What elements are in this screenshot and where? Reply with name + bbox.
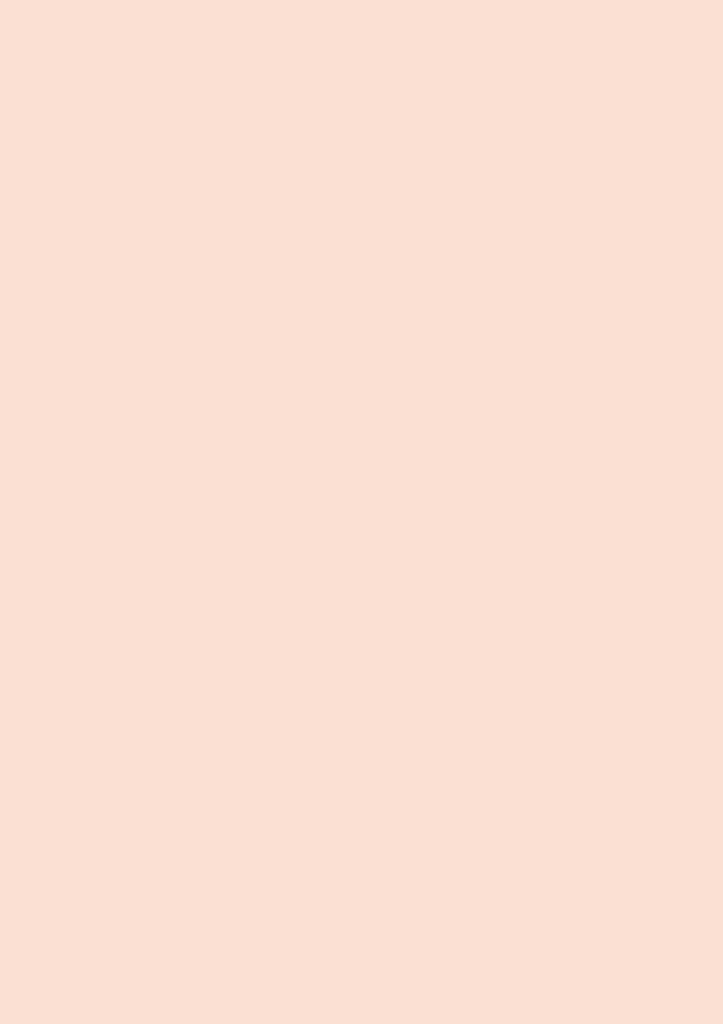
- ladybug-border-bottom: [0, 958, 723, 998]
- ladybug-border-left: [32, 0, 72, 1024]
- ladybug-border-right: [664, 0, 704, 1024]
- daily-schedule-table: [77, 67, 663, 938]
- ladybug-border-top: [0, 26, 723, 66]
